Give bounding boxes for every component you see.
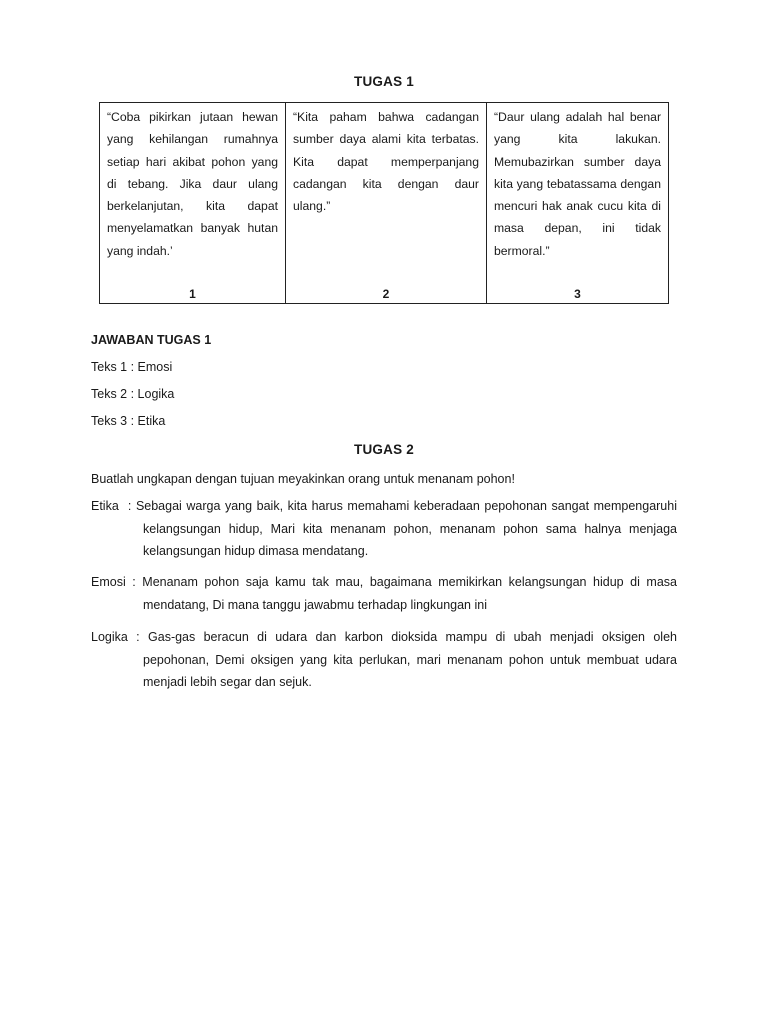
- tugas-2-instruction: Buatlah ungkapan dengan tujuan meyakinkan orang untuk menanam pohon!: [91, 472, 515, 486]
- table-cell-3: [486, 103, 668, 303]
- argument-emosi: [91, 571, 677, 616]
- cell-1-number: 1: [189, 287, 196, 301]
- argument-etika-label: Etika :: [91, 499, 136, 513]
- cell-3-number: 3: [574, 287, 581, 301]
- cell-3-text: “Daur ulang adalah hal benar yang kita lakukan. Memubazirkan sumber daya kita yang tebatassama dengan mencuri hak anak cucu kita di masa depan, ini tidak bermoral.”: [494, 110, 661, 258]
- table-cell-1: [100, 103, 285, 303]
- cell-2-text: “Kita paham bahwa cadangan sumber daya alami kita terbatas. Kita dapat memperpanjang cadangan kita dengan daur ulang.”: [293, 110, 479, 214]
- tugas-2-title: TUGAS 2: [354, 442, 414, 457]
- jawaban-tugas-1-heading: JAWABAN TUGAS 1: [91, 333, 212, 347]
- argument-etika-text: Sebagai warga yang baik, kita harus memahami keberadaan pepohonan sangat mempengaruhi kelangsungan hidup, Mari kita menanam pohon, menanam pohon sama halnya menjaga kelangsungan hidup dimasa mendatang.: [135, 499, 677, 558]
- argument-emosi-label: Emosi :: [91, 575, 143, 589]
- argument-logika: [91, 626, 677, 694]
- tugas-1-table: [99, 102, 669, 304]
- cell-1-text: “Coba pikirkan jutaan hewan yang kehilangan rumahnya setiap hari akibat pohon yang di tebang. Jika daur ulang berkelanjutan, kita dapat menyelamatkan banyak hutan yang indah.’: [107, 110, 278, 258]
- argument-etika: [91, 495, 677, 563]
- table-cell-2: [285, 103, 486, 303]
- answer-line-1: Teks 1 : Emosi: [91, 360, 173, 374]
- answer-line-2: Teks 2 : Logika: [91, 387, 175, 401]
- argument-emosi-text: Menanam pohon saja kamu tak mau, bagaimana memikirkan kelangsungan hidup di masa mendatang, Di mana tanggu jawabmu terhadap lingkungan ini: [142, 575, 677, 612]
- argument-logika-text: Gas-gas beracun di udara dan karbon dioksida mampu di ubah menjadi oksigen oleh pepohonan, Demi oksigen yang kita perlukan, mari menanam pohon untuk membuat udara menjadi lebih segar dan sejuk.: [143, 630, 677, 689]
- cell-2-number: 2: [382, 287, 390, 301]
- answer-line-3: Teks 3 : Etika: [91, 414, 166, 428]
- argument-logika-label: Logika :: [91, 630, 149, 644]
- tugas-1-title: TUGAS 1: [354, 74, 414, 89]
